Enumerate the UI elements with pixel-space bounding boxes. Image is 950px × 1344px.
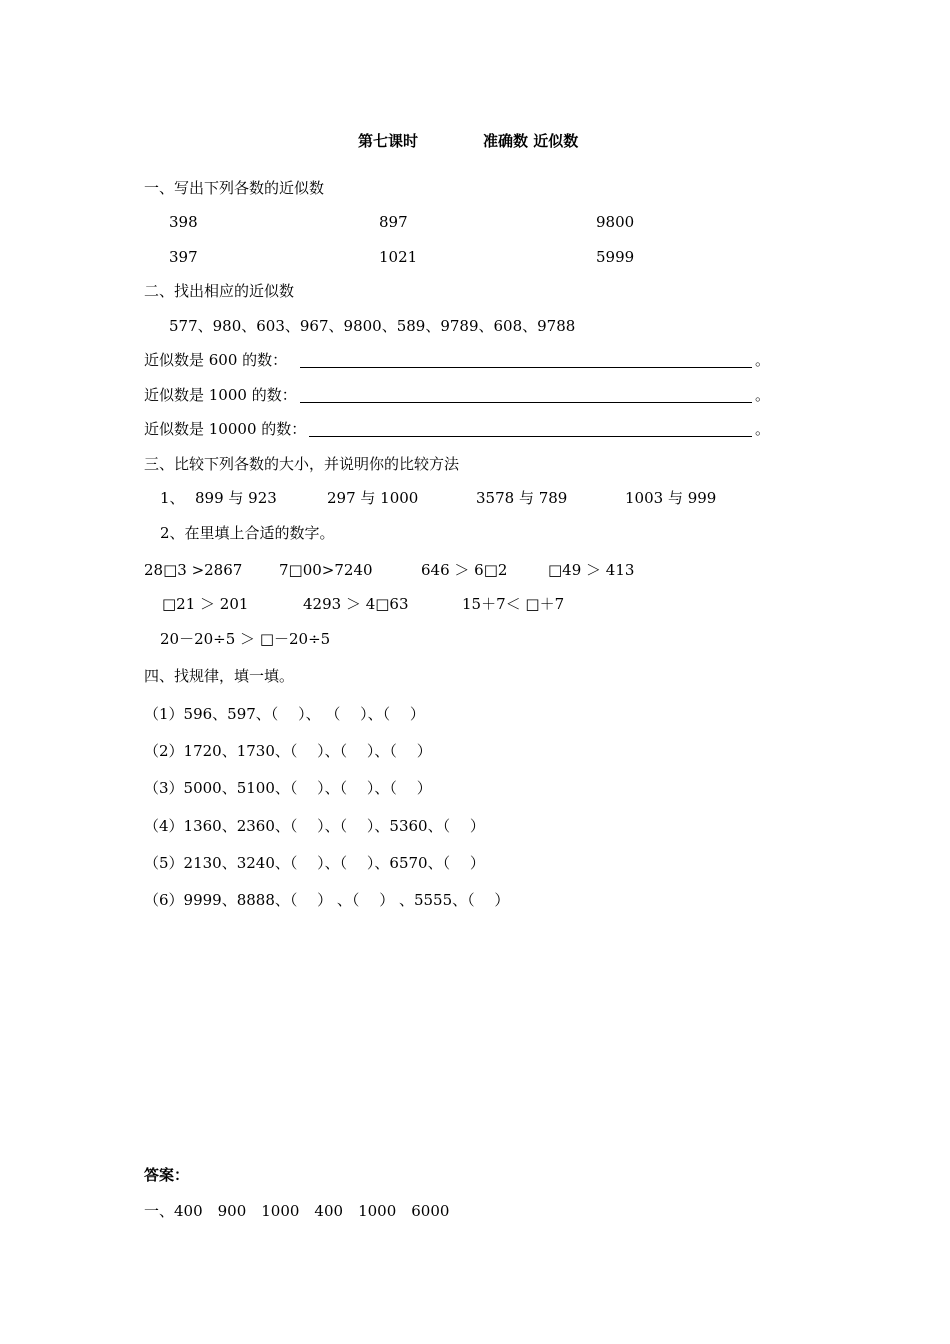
s3-inequality: 4293 ＞ 4□63 (303, 595, 409, 613)
s1-number: 5999 (596, 248, 635, 266)
section-4-heading: 四、找规律，填一填。 (144, 667, 295, 685)
s3-inequality: 28□3 >2867 (144, 561, 243, 579)
answer-blank-600[interactable] (300, 367, 752, 368)
section-1-heading: 一、写出下列各数的近似数 (144, 179, 325, 197)
period: 。 (755, 420, 771, 438)
s3-part-2-heading: 2、在里填上合适的数字。 (160, 524, 335, 542)
answers-label: 答案： (144, 1166, 190, 1184)
period: 。 (755, 351, 771, 369)
answer-blank-1000[interactable] (300, 402, 752, 403)
s4-pattern-item: （1）596、597、（ ）、 （ ）、（ ） (144, 705, 425, 723)
lesson-label: 第七课时 (358, 132, 419, 150)
s2-question-1000: 近似数是 1000 的数： (144, 386, 297, 404)
s1-number: 9800 (596, 213, 635, 231)
s4-pattern-item: （2）1720、1730、（ ）、（ ）、（ ） (144, 742, 432, 760)
s1-number: 897 (379, 213, 408, 231)
answer-blank-10000[interactable] (309, 436, 752, 437)
s2-number-list: 577、980、603、967、9800、589、9789、608、9788 (169, 317, 576, 335)
s4-pattern-item: （3）5000、5100、（ ）、（ ）、（ ） (144, 779, 432, 797)
section-3-heading: 三、比较下列各数的大小，并说明你的比较方法 (144, 455, 460, 473)
s1-number: 397 (169, 248, 198, 266)
page-title: 准确数 近似数 (483, 132, 579, 150)
s3-inequality: 7□00>7240 (279, 561, 373, 579)
s1-number: 398 (169, 213, 198, 231)
s2-question-10000: 近似数是 10000 的数： (144, 420, 307, 438)
s1-number: 1021 (379, 248, 418, 266)
s3-inequality: 20－20÷5 ＞ □－20÷5 (160, 630, 331, 648)
s3-compare-pair: 297 与 1000 (327, 489, 419, 507)
s3-part-1-label: 1、 (160, 489, 185, 507)
s2-question-600: 近似数是 600 的数： (144, 351, 288, 369)
s3-inequality: □21 ＞ 201 (162, 595, 249, 613)
s4-pattern-item: （6）9999、8888、（ ） 、（ ） 、5555、（ ） (144, 891, 510, 909)
section-2-heading: 二、找出相应的近似数 (144, 282, 295, 300)
s3-compare-pair: 899 与 923 (195, 489, 277, 507)
s3-inequality: □49 ＞ 413 (548, 561, 635, 579)
s4-pattern-item: （5）2130、3240、（ ）、（ ）、6570、（ ） (144, 854, 485, 872)
s3-inequality: 15＋7＜ □＋7 (462, 595, 565, 613)
answers-line-1: 一、400 900 1000 400 1000 6000 (144, 1202, 450, 1220)
s3-inequality: 646 ＞ 6□2 (421, 561, 508, 579)
s3-compare-pair: 3578 与 789 (476, 489, 568, 507)
period: 。 (755, 386, 771, 404)
s4-pattern-item: （4）1360、2360、（ ）、（ ）、5360、（ ） (144, 817, 485, 835)
s3-compare-pair: 1003 与 999 (625, 489, 717, 507)
